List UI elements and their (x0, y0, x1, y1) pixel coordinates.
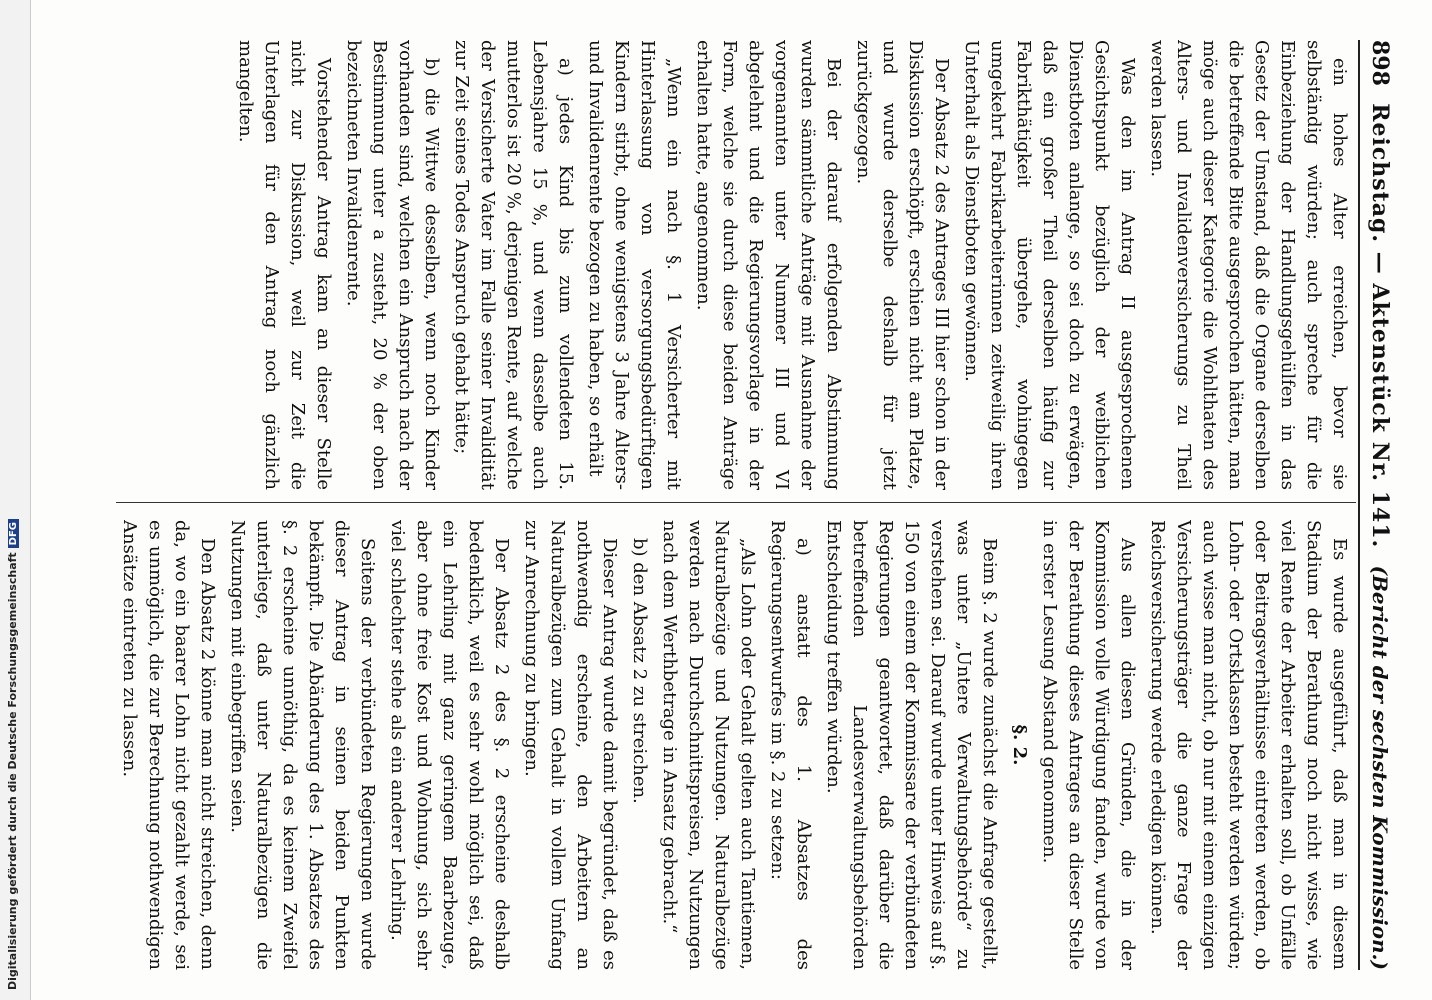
paragraph: „Als Lohn oder Gehalt gelten auch Tantiemen, Naturalbezüge und Nutzungen. Naturalbezüge werden nach Durchschnittspreisen, Nutzungen nach dem Werthbetrage in Ansatz gebracht.“ (659, 520, 758, 970)
paragraph: b) den Absatz 2 zu streichen. (629, 538, 650, 804)
paragraph: Beim §. 2 wurde zunächst die Anfrage gestellt, was unter „Untere Verwaltungsbehörde“ zu verstehen sei. Darauf wurde unter Hinweis auf §. 150 von einem der Kommissare der verbündeten Regierungen geantwortet, daß darüber die betreffenden Landesverwaltungsbehörden Entscheidung treffen würden. (823, 520, 1000, 970)
paragraph: Aus allen diesen Gründen, die in der Kommission volle Würdigung fanden, wurde von der Berathung dieses Antrages an dieser Stelle in erster Lesung Abstand genommen. (1039, 520, 1138, 970)
right-column (112, 520, 1352, 970)
paragraph: Vorstehender Antrag kam an dieser Stelle nicht zur Diskussion, weil zur Zeit die Unterlagen für den Antrag noch gänzlich mangelten. (235, 40, 334, 490)
paragraph: Den Absatz 2 könne man nicht streichen, denn da, wo ein baarer Lohn nicht gezahlt werde, sei es unmöglich, die zur Berechnung nothwendigen Ansätze eintreten zu lassen. (119, 520, 218, 970)
rotated-document-page (110, 40, 1400, 970)
page-header (1358, 40, 1400, 970)
paragraph: Bei der darauf erfolgenden Abstimmung wurden sämmtliche Anträge mit Ausnahme der vorgenannten unter Nummer III und VI abgelehnt und die Regierungsvorlage in der Form, welche sie durch diese beiden Anträge erhalten hatte, angenommen. (693, 40, 844, 490)
paragraph: „Wenn ein nach §. 1 Versicherter mit Hinterlassung von versorgungsbedürftigen Kindern stirbt, ohne wenigstens 3 Jahre Alters- und Invalidenrente bezogen zu haben, so erhält (585, 40, 684, 490)
side-strip (0, 0, 31, 1000)
paragraph: Seitens der verbündeten Regierungen wurde dieser Antrag in seinen beiden Punkten bekämpft. Die Abänderung des 1. Absatzes des §. 2 erscheine unnöthig, da es keinem Zweifel unterliege, daß unter Naturalbezügen die Nutzungen mit einbegriffen seien. (227, 520, 378, 970)
section-heading: §. 2. (1009, 724, 1030, 766)
funding-note (6, 519, 19, 990)
section-title: (Bericht der sechsten Kommission.) (1368, 565, 1392, 970)
paragraph: Dieser Antrag wurde damit begründet, daß es nothwendig erscheine, den Arbeitern an Naturalbezügen zum Gehalt in vollem Umfang zur Anrechnung zu bringen. (521, 520, 620, 970)
column-divider (116, 502, 1356, 503)
paragraph: a) anstatt des 1. Absatzes des Regierungsentwurfes im §. 2 zu setzen: (767, 520, 814, 970)
page-title: Reichstag. — Aktenstück Nr. 141. (1367, 103, 1393, 549)
dfg-logo: DFG (8, 519, 19, 548)
paragraph: Es wurde ausgeführt, daß man in diesem Stadium der Berathung noch nicht wisse, wie viel Rente der Arbeiter erhalten soll, ob Unfälle oder Beitragsverhältnisse eintreten werden, ob Lohn- oder Ortsklassen besteht werden würden; auch wisse man nicht, ob nur mit einem einzigen Versicherungsträger die ganze Frage der Reichsversicherung werde erledigen können. (1147, 520, 1350, 970)
paragraph: b) die Wittwe desselben, wenn noch Kinder vorhanden sind, welchen ein Anspruch nach der Bestimmung unter a zusteht, 20 % der oben bezeichneten Invalidenrente. (343, 40, 442, 490)
paragraph: a) jedes Kind bis zum vollendeten 15. Lebensjahre 15 %, und wenn dasselbe auch mutterlos ist 20 %, derjenigen Rente, auf welche der Versicherte Vater im Falle seiner Invalidität zur Zeit seines Todes Anspruch gehabt hätte; (451, 40, 576, 490)
paragraph: ein hohes Alter erreichen, bevor sie selbständig würden; auch spreche für die Einbeziehung der Handlungsgehülfen in das Gesetz der Umstand, daß die Organe derselben die betreffende Bitte ausgesprochen hätten, man möge auch dieser Kategorie die Wohlthaten des Alters- und Invalidenversicherungs zu Theil werden lassen. (1147, 40, 1350, 490)
paragraph: Der Absatz 2 des §. 2 erscheine deshalb bedenklich, weil es sehr wohl möglich sei, daß ein Lehrling mit ganz geringem Baarbezuge, aber ohne freie Kost und Wohnung, sich sehr viel schlechter stehe als ein anderer Lehrling. (387, 520, 512, 970)
paragraph: Was den im Antrag II ausgesprochenen Gesichtspunkt bezüglich der weiblichen Dienstboten anlange, so sei doch zu erwägen, daß ein großer Theil derselben häufig zur Fabrikthätigkeit übergehe, wohingegen umgekehrt Fabrikarbeiterinnen zeitweilig ihren Unterhalt als Dienstboten gewönnen. (961, 40, 1138, 490)
page-number: 898 (1367, 40, 1393, 86)
left-column (112, 40, 1352, 490)
paragraph: Der Absatz 2 des Antrages III hier schon in der Diskussion erschöpft, erschien nicht am Platze, und wurde derselbe deshalb für jetzt zurückgezogen. (853, 40, 952, 490)
funding-note-text: Digitalisierung gefördert durch die Deutsche Forschungsgemeinschaft (6, 552, 19, 990)
